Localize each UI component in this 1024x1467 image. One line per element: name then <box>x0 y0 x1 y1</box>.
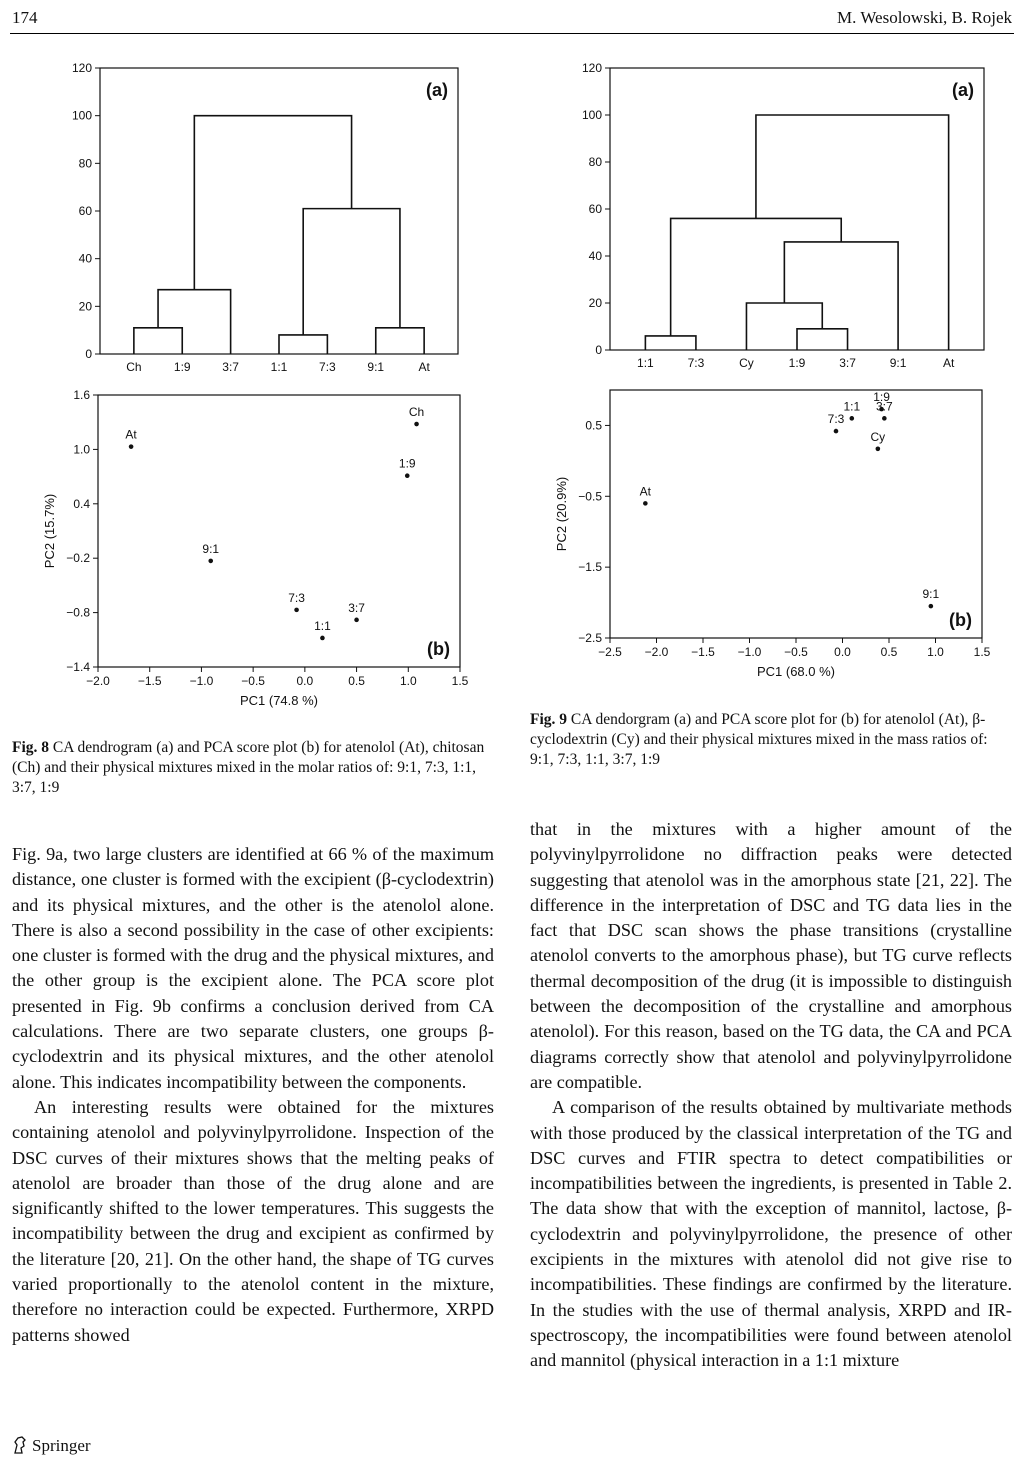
data-point <box>876 447 881 452</box>
point-label: Ch <box>408 405 425 420</box>
dendrogram-link <box>671 218 842 336</box>
y-tick-label: −2.5 <box>578 631 602 645</box>
y-axis-label: PC2 (15.7%) <box>42 493 57 569</box>
data-point <box>414 422 419 427</box>
left-text-column <box>12 842 494 1348</box>
leaf-label: 9:1 <box>367 360 385 374</box>
fig8-caption <box>12 738 494 798</box>
dendrogram-link <box>645 336 696 350</box>
y-tick-label: 0.4 <box>73 496 90 511</box>
x-axis-label: PC1 (68.0 %) <box>756 664 836 679</box>
fig9-caption-label: Fig. 9 <box>530 711 568 728</box>
dendrogram-link <box>376 328 424 354</box>
y-tick-label: −0.5 <box>578 489 602 504</box>
point-label: Cy <box>870 429 886 444</box>
y-tick-label: −0.8 <box>66 605 90 620</box>
y-tick-label: 80 <box>78 156 92 171</box>
fig8-caption-text: CA dendrogram (a) and PCA score plot (b) for atenolol (At), chitosan (Ch) and their physical mixtures mixed in the molar ratios of: 9:1, 7:3, 1:1, 3:7, 1:9 <box>12 739 485 796</box>
left-paragraph-2: An interesting results were obtained for the mixtures containing atenolol and polyvinylpyrrolidone. Inspection of the DSC curves of their mixtures shows that the melting peaks of atenolol are broader than those of the drug alone and are significantly shifted to the lower temperatures. This suggests the incompatibility between the drug and excipient as confirmed by the literature [20, 21]. On the other hand, the shape of TG curves varied proportionally to the atenolol content in the mixture, therefore no interaction could be expected. Furthermore, XRPD patterns showed <box>12 1096 494 1345</box>
header-rule <box>10 33 1014 34</box>
dendrogram-link <box>158 290 231 354</box>
y-tick-label: 20 <box>588 296 602 310</box>
data-point <box>850 416 855 421</box>
y-tick-label: 100 <box>71 108 92 123</box>
panel-label: (a) <box>952 80 974 100</box>
point-label: 1:1 <box>314 618 331 633</box>
x-tick-label: −0.5 <box>784 645 808 659</box>
point-label: 7:3 <box>827 412 845 427</box>
x-axis-label: PC1 (74.8 %) <box>239 693 319 708</box>
leaf-label: Ch <box>126 360 142 374</box>
publisher-name: Springer <box>32 1436 91 1455</box>
running-head-authors: M. Wesolowski, B. Rojek <box>837 8 1012 27</box>
x-tick-label: 1.0 <box>399 674 417 688</box>
leaf-label: At <box>942 356 955 370</box>
point-label: 1:9 <box>398 456 416 471</box>
fig9-pca-score-plot <box>548 380 1010 692</box>
x-tick-label: 1.5 <box>451 674 469 688</box>
y-tick-label: −0.2 <box>66 551 90 566</box>
y-axis-label: PC2 (20.9%) <box>554 476 569 552</box>
plot-frame <box>100 68 458 354</box>
y-tick-label: 0 <box>595 343 602 357</box>
leaf-label: 9:1 <box>889 356 907 370</box>
x-tick-label: −2.0 <box>644 645 669 659</box>
data-point <box>354 618 359 623</box>
y-tick-label: 0.5 <box>585 418 602 433</box>
point-label: 7:3 <box>288 590 305 605</box>
dendrogram-link <box>797 329 848 350</box>
fig9-dendrogram <box>560 58 1000 376</box>
panel-label: (b) <box>949 610 972 630</box>
x-tick-label: 0.5 <box>348 674 365 688</box>
leaf-label: 1:9 <box>173 360 191 374</box>
leaf-label: 7:3 <box>687 356 705 370</box>
panel-label: (b) <box>427 639 450 659</box>
x-tick-label: −1.5 <box>691 645 715 659</box>
leaf-label: 1:9 <box>788 356 806 370</box>
leaf-label: 1:1 <box>270 360 288 374</box>
y-tick-label: −1.5 <box>578 560 602 575</box>
y-tick-label: 60 <box>78 204 92 218</box>
y-tick-label: 1.0 <box>73 442 90 457</box>
x-tick-label: −1.0 <box>737 645 762 659</box>
fig8-pca-score-plot <box>28 385 488 720</box>
data-point <box>882 416 887 421</box>
left-paragraph-1: Fig. 9a, two large clusters are identified at 66 % of the maximum distance, one cluster is formed with the excipient (β-cyclodextrin) and its physical mixtures, and the other is the atenolol alone. There is also a second possibility in the case of other excipients: one cluster is formed with the drug and the physical mixtures, and the other group is the excipient alone. The PCA score plot presented in Fig. 9b confirms a conclusion derived from CA calculations. There are two separate clusters, one groups β-cyclodextrin and its physical mixtures, and the other atenolol alone. This indicates incompatibility between the components. <box>12 844 494 1092</box>
x-tick-label: 1.0 <box>927 645 944 659</box>
point-label: At <box>639 484 652 499</box>
dendrogram-link <box>279 335 327 354</box>
x-tick-label: 0.0 <box>834 645 851 659</box>
y-tick-label: 0 <box>85 347 92 361</box>
x-tick-label: −1.5 <box>137 674 162 688</box>
dendrogram-link <box>756 115 949 350</box>
right-text-column <box>530 817 1012 1374</box>
x-tick-label: −1.0 <box>189 674 214 688</box>
point-label: 3:7 <box>348 600 365 615</box>
x-tick-label: 0.0 <box>296 674 314 688</box>
y-tick-label: 60 <box>588 202 602 216</box>
dendrogram-link <box>303 209 400 335</box>
y-tick-label: 120 <box>581 61 602 75</box>
y-tick-label: 40 <box>78 251 92 266</box>
plot-frame <box>610 68 984 350</box>
plot-frame <box>98 395 460 667</box>
y-tick-label: 20 <box>78 299 92 314</box>
leaf-label: Cy <box>739 356 754 370</box>
x-tick-label: −2.5 <box>598 645 622 659</box>
point-label: At <box>125 427 137 442</box>
fig8-caption-label: Fig. 8 <box>12 739 50 756</box>
data-point <box>929 604 934 609</box>
page-number: 174 <box>12 8 38 27</box>
point-label: 1:9 <box>873 390 890 405</box>
fig9-caption <box>530 710 1012 770</box>
x-tick-label: −0.5 <box>241 674 265 688</box>
point-label: 1:1 <box>843 399 861 414</box>
x-tick-label: 1.5 <box>973 645 991 659</box>
leaf-label: 3:7 <box>222 360 239 374</box>
right-paragraph-2: A comparison of the results obtained by multivariate methods with those produced by the classical interpretation of the TG and DSC curves and FTIR spectra to detect compatibilities or incompatibilities between the ingredients, is presented in Table 2. The data show that with the exception of mannitol, lactose, β-cyclodextrin and polyvinylpyrrolidone, the presence of other excipients in the mixtures with atenolol did not give rise to incompatibilities. These findings are confirmed by the literature. In the studies with the use of thermal analysis, XRPD and IR-spectroscopy, the incompatibilities were found between atenolol and mannitol (physical interaction in a 1:1 mixture <box>530 1097 1012 1371</box>
data-point <box>405 473 410 478</box>
leaf-label: 7:3 <box>319 360 336 374</box>
y-tick-label: 120 <box>71 61 92 75</box>
point-label: 9:1 <box>922 587 940 602</box>
publisher-footer <box>12 1436 91 1456</box>
dendrogram-link <box>134 328 182 354</box>
data-point <box>294 608 299 613</box>
leaf-label: 1:1 <box>637 356 654 370</box>
y-tick-label: 80 <box>588 155 602 169</box>
dendrogram-link <box>746 303 822 350</box>
point-label: 9:1 <box>202 541 220 556</box>
right-paragraph-1: that in the mixtures with a higher amount of the polyvinylpyrrolidone no diffraction peaks were detected suggesting that atenolol was in the amorphous state [21, 22]. The difference in the interpretation of DSC and TG data lies in the fact that DSC scan shows the phase transitions (crystalline atenolol converts to the amorphous phase), but TG curve reflects thermal decomposition of the drug (it is impossible to distinguish between the decomposition of the crystalline and amorphous atenolol). For this reason, based on the TG data, the CA and PCA diagrams correctly show that atenolol and polyvinylpyrrolidone are compatible. <box>530 819 1012 1092</box>
data-point <box>320 636 325 641</box>
leaf-label: 3:7 <box>839 356 856 370</box>
panel-label: (a) <box>426 80 448 100</box>
leaf-label: At <box>418 360 430 374</box>
x-tick-label: 0.5 <box>880 645 898 659</box>
dendrogram-link <box>194 116 351 290</box>
fig8-dendrogram <box>40 58 480 380</box>
y-tick-label: −1.4 <box>66 660 90 674</box>
data-point <box>129 444 134 449</box>
y-tick-label: 1.6 <box>73 388 90 402</box>
data-point <box>208 559 213 564</box>
y-tick-label: 40 <box>588 249 602 263</box>
x-tick-label: −2.0 <box>86 674 110 688</box>
data-point <box>643 501 648 506</box>
springer-horse-icon <box>12 1436 28 1454</box>
data-point <box>834 429 839 434</box>
dendrogram-link <box>784 242 898 350</box>
point-label: 3:7 <box>876 399 893 414</box>
y-tick-label: 100 <box>581 108 602 122</box>
fig9-caption-text: CA dendorgram (a) and PCA score plot for (b) for atenolol (At), β-cyclodextrin (Cy) and their physical mixtures mixed in the mass ratios of: 9:1, 7:3, 1:1, 3:7, 1:9 <box>530 711 988 768</box>
